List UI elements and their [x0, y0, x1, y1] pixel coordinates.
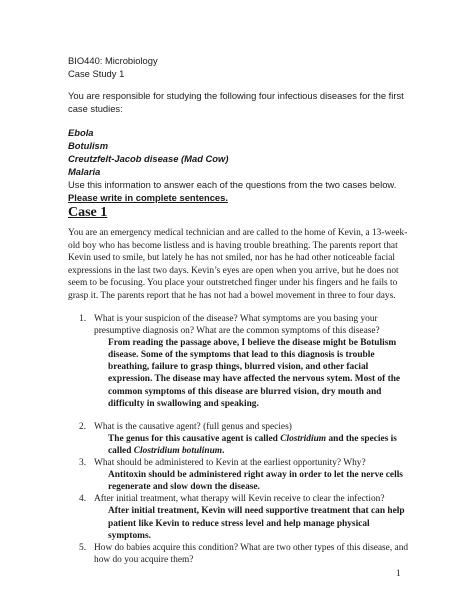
disease-item: Malaria — [68, 166, 101, 177]
question-list — [68, 313, 414, 566]
answer-text: Antitoxin should be administered right away in order to let the nerve cells regenerate and slow down the disease. — [108, 470, 403, 493]
question-text: What is the causative agent? (full genus and species) — [94, 421, 292, 432]
species-name: Clostridium botulinum — [133, 445, 223, 456]
instructions: Use this information to answer each of the questions from the two cases below. — [68, 179, 397, 190]
question-number: 3. — [79, 458, 87, 469]
disease-list — [68, 126, 428, 204]
answer-1 — [68, 337, 414, 410]
answer-3 — [68, 469, 414, 493]
document-header — [68, 54, 428, 80]
question-number: 1. — [79, 314, 87, 324]
case-description: You are an emergency medical technician and are called to the home of Kevin, a 13-week-old boy who has become listless and is having trouble breathing. The parents report that Kevin used to smile, but lately he has not smiled, nor has he had other noticeable facial expressions in the last two days. Kevin’s eyes are open when you arrive, but he does not seem to be focusing. You place your outstretched finger under his fingers and he fails to grasp it. The parents report that he has not had a bowel movement in three to four days. — [68, 228, 408, 301]
disease-item: Botulism — [68, 140, 109, 151]
disease-item: Creutzfelt-Jacob disease (Mad Cow) — [68, 153, 229, 164]
case-title: Case 1 — [68, 205, 108, 220]
question-text: After initial treatment, what therapy will Kevin receive to clear the infection? — [94, 494, 385, 505]
question-number: 5. — [79, 542, 87, 553]
question-text: What is your suspicion of the disease? What symptoms are you basing your presumptive diagnosis on? What are the common symptoms of this disease? — [94, 314, 380, 337]
answer-text: From reading the passage above, I believe the disease might be Botulism disease. Some of the symptoms that lead to this diagnosis is trouble breathing, failure to grasp things, blurred vision, and other facial expression. The disease may have affected the nervous sytem. Most of the common symptoms of this disease are blurred vision, dry mouth and difficulty in swallowing and speaking. — [108, 338, 401, 409]
answer-4 — [68, 505, 414, 541]
question-number: 2. — [79, 421, 87, 432]
answer-text: The genus for this causative agent is called — [108, 433, 281, 444]
course-code: BIO440: Microbiology — [68, 55, 158, 66]
disease-item: Ebola — [68, 127, 94, 138]
page-number: 1 — [396, 569, 401, 579]
question-text: What should be administered to Kevin at the earliest opportunity? Why? — [94, 458, 366, 469]
genus-name: Clostridium — [280, 433, 327, 444]
answer-2 — [68, 433, 414, 457]
assignment-title: Case Study 1 — [68, 68, 125, 79]
answer-text: . — [222, 445, 225, 456]
question-text: How do babies acquire this condition? What are two other types of this disease, and how do you acquire them? — [94, 542, 409, 565]
answer-text: After initial treatment, Kevin will need supportive treatment that can help patient like Kevin to reduce stress level and help manage physical symptoms. — [108, 506, 405, 541]
question-4 — [68, 493, 414, 505]
intro-paragraph: You are responsible for studying the following four infectious diseases for the first case studies: — [68, 90, 404, 114]
question-1 — [68, 313, 414, 337]
question-number: 4. — [79, 494, 87, 505]
question-3 — [68, 457, 414, 469]
answer-text: and the species is called — [108, 433, 397, 456]
question-5 — [68, 542, 414, 566]
question-2 — [68, 421, 414, 433]
write-note: Please write in complete sentences. — [68, 192, 228, 203]
